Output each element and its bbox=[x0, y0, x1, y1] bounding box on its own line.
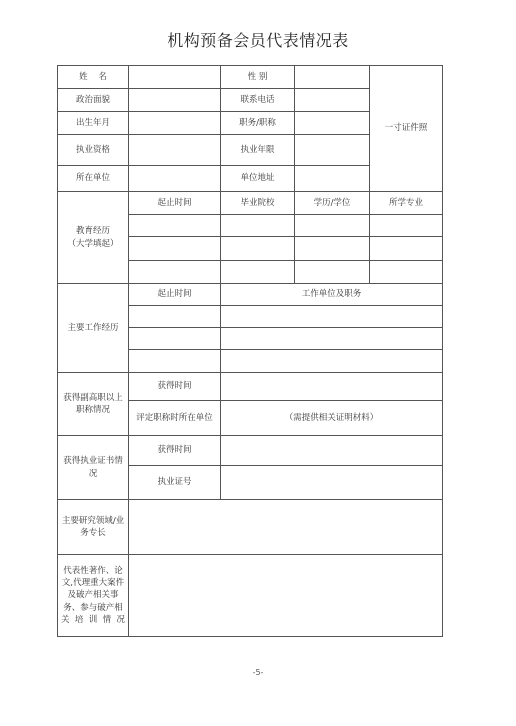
education-header-school: 毕业院校 bbox=[221, 192, 295, 215]
license-number-label: 执业证号 bbox=[129, 466, 221, 500]
license-section-label: 获得执业证书情况 bbox=[58, 436, 129, 500]
works-section-label: 代表性著作、论文,代理重大案件及破产相关事务、参与破产相关培训情况 bbox=[58, 555, 129, 637]
row-name bbox=[58, 66, 443, 89]
education-cell[interactable] bbox=[221, 215, 295, 237]
research-section-label: 主要研究领域/业务专长 bbox=[58, 500, 129, 555]
senior-title-section-label: 获得副高职以上职称情况 bbox=[58, 373, 129, 436]
work-header-unit: 工作单位及职务 bbox=[221, 284, 443, 306]
education-cell[interactable] bbox=[129, 215, 221, 237]
form-title: 机构预备会员代表情况表 bbox=[167, 31, 349, 50]
photo-box[interactable]: 一寸证件照 bbox=[370, 66, 443, 192]
work-cell[interactable] bbox=[221, 350, 443, 373]
title-field[interactable] bbox=[295, 112, 370, 135]
license-time-field[interactable] bbox=[221, 436, 443, 466]
qualification-field[interactable] bbox=[129, 135, 221, 166]
phone-field[interactable] bbox=[295, 89, 370, 112]
education-header-major: 所学专业 bbox=[370, 192, 443, 215]
education-section-label: 教育经历 （大学填起） bbox=[58, 192, 129, 284]
qualification-label: 执业资格 bbox=[58, 135, 129, 166]
license-number-field[interactable] bbox=[221, 466, 443, 500]
research-field[interactable] bbox=[129, 500, 443, 555]
unit-field[interactable] bbox=[129, 166, 221, 192]
work-cell[interactable] bbox=[221, 328, 443, 350]
unit-label: 所在单位 bbox=[58, 166, 129, 192]
work-cell[interactable] bbox=[129, 350, 221, 373]
senior-title-time-field[interactable] bbox=[221, 373, 443, 401]
license-time-row bbox=[58, 436, 443, 466]
senior-title-note: （需提供相关证明材料） bbox=[221, 401, 443, 436]
name-field[interactable] bbox=[129, 66, 221, 89]
education-header-degree: 学历/学位 bbox=[295, 192, 370, 215]
education-cell[interactable] bbox=[129, 261, 221, 284]
work-cell[interactable] bbox=[129, 328, 221, 350]
address-field[interactable] bbox=[295, 166, 370, 192]
license-time-label: 获得时间 bbox=[129, 436, 221, 466]
birth-field[interactable] bbox=[129, 112, 221, 135]
work-header-period: 起止时间 bbox=[129, 284, 221, 306]
work-cell[interactable] bbox=[129, 306, 221, 328]
politics-field[interactable] bbox=[129, 89, 221, 112]
work-header-row bbox=[58, 284, 443, 306]
birth-label: 出生年月 bbox=[58, 112, 129, 135]
page-number: -5- bbox=[252, 668, 264, 677]
research-row bbox=[58, 500, 443, 555]
works-field[interactable] bbox=[129, 555, 443, 637]
name-label: 姓 名 bbox=[58, 66, 129, 89]
years-field[interactable] bbox=[295, 135, 370, 166]
works-row bbox=[58, 555, 443, 637]
education-cell[interactable] bbox=[370, 261, 443, 284]
education-cell[interactable] bbox=[221, 261, 295, 284]
address-label: 单位地址 bbox=[221, 166, 295, 192]
senior-title-unit-label: 评定职称时所在单位 bbox=[129, 401, 221, 436]
education-cell[interactable] bbox=[129, 237, 221, 261]
education-cell[interactable] bbox=[295, 261, 370, 284]
senior-title-time-label: 获得时间 bbox=[129, 373, 221, 401]
gender-label: 性 别 bbox=[221, 66, 295, 89]
education-header-period: 起止时间 bbox=[129, 192, 221, 215]
title-label: 职务/职称 bbox=[221, 112, 295, 135]
registration-form-table bbox=[57, 65, 443, 637]
politics-label: 政治面貌 bbox=[58, 89, 129, 112]
senior-title-time-row bbox=[58, 373, 443, 401]
education-cell[interactable] bbox=[295, 215, 370, 237]
education-header-row bbox=[58, 192, 443, 215]
education-cell[interactable] bbox=[295, 237, 370, 261]
work-section-label: 主要工作经历 bbox=[58, 284, 129, 373]
education-cell[interactable] bbox=[370, 237, 443, 261]
years-label: 执业年限 bbox=[221, 135, 295, 166]
education-cell[interactable] bbox=[221, 237, 295, 261]
work-cell[interactable] bbox=[221, 306, 443, 328]
education-cell[interactable] bbox=[370, 215, 443, 237]
gender-field[interactable] bbox=[295, 66, 370, 89]
phone-label: 联系电话 bbox=[221, 89, 295, 112]
